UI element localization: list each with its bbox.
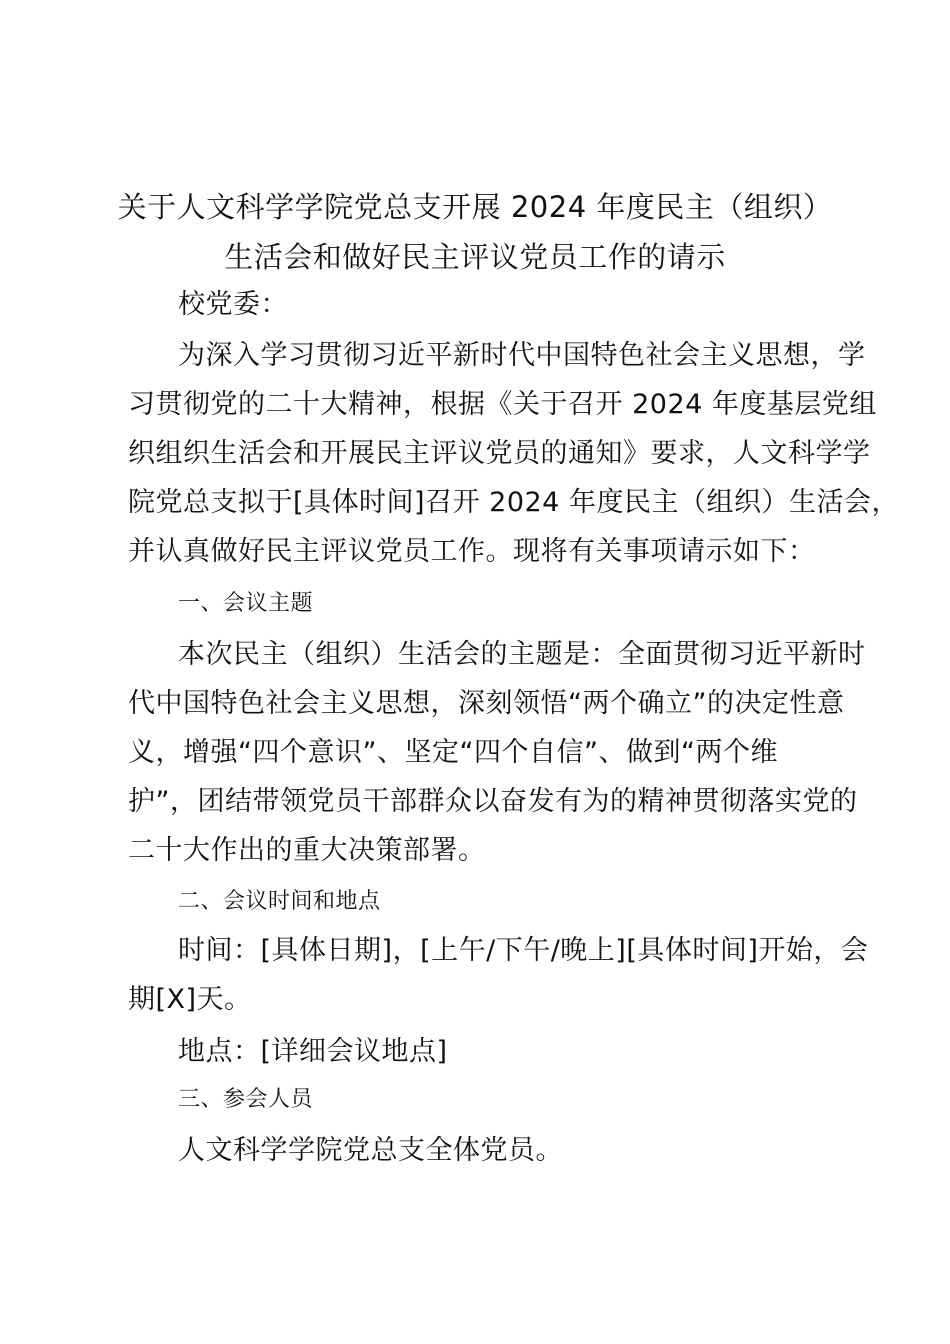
theme-line: 二十大作出的重大决策部署。 (128, 835, 486, 866)
time-paragraph (128, 926, 868, 1024)
document-title-line-1: 关于人文科学学院党总支开展 2024 年度民主（组织） (117, 190, 833, 224)
theme-line: 义，增强“四个意识”、坚定“四个自信”、做到“两个维 (128, 737, 778, 768)
time-line: 时间：[具体日期]，[上午/下午/晚上][具体时间]开始，会 (178, 935, 869, 966)
attendees-paragraph (128, 1126, 868, 1175)
intro-line: 织组织生活会和开展民主评议党员的通知》要求，人文科学学 (128, 438, 871, 469)
attendees-line: 人文科学学院党总支全体党员。 (178, 1135, 563, 1166)
section-heading-meeting-theme: 一、会议主题 (178, 591, 314, 616)
section-heading-attendees: 三、参会人员 (178, 1087, 314, 1112)
intro-line: 并认真做好民主评议党员工作。现将有关事项请示如下： (128, 536, 816, 567)
place-paragraph (128, 1027, 868, 1076)
salutation (128, 280, 868, 329)
intro-paragraph (128, 331, 899, 576)
salutation-text: 校党委： (178, 289, 288, 320)
theme-paragraph (128, 630, 868, 875)
time-line: 期[X]天。 (128, 984, 252, 1015)
intro-line: 院党总支拟于[具体时间]召开 2024 年度民主（组织）生活会， (128, 487, 899, 518)
theme-line: 护”，团结带领党员干部群众以奋发有为的精神贯彻落实党的 (128, 786, 858, 817)
intro-line: 为深入学习贯彻习近平新时代中国特色社会主义思想，学 (178, 340, 866, 371)
theme-line: 本次民主（组织）生活会的主题是：全面贯彻习近平新时 (178, 639, 866, 670)
section-heading-time-place: 二、会议时间和地点 (178, 889, 381, 914)
place-line: 地点：[详细会议地点] (178, 1036, 448, 1067)
intro-line: 习贯彻党的二十大精神，根据《关于召开 2024 年度基层党组 (128, 389, 877, 420)
theme-line: 代中国特色社会主义思想，深刻领悟“两个确立”的决定性意 (128, 688, 845, 719)
document-title-line-2: 生活会和做好民主评议党员工作的请示 (224, 240, 726, 274)
